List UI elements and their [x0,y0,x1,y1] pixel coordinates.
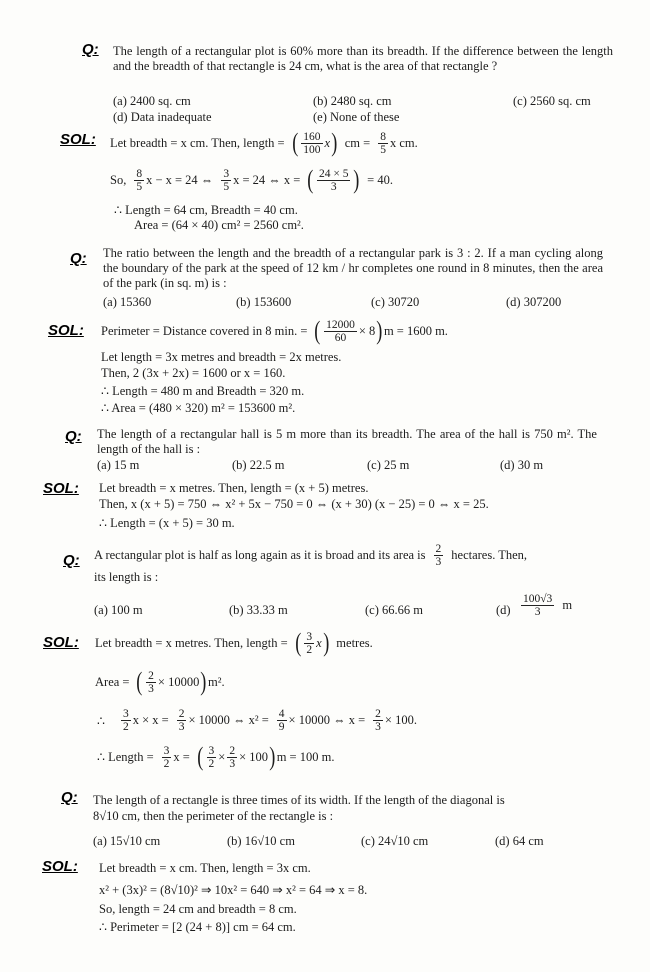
q2-label: Q: [70,250,87,267]
q1-option-d: (d) Data inadequate [113,110,212,124]
q5-option-d: (d) 64 cm [495,834,544,848]
sol1-frac1: $\frac{160}{100}$ [303,130,321,156]
q5-option-a: (a) 15√10 cm [93,834,161,848]
sol5-line2: x² + (3x)² = (8√10)² ⇒ 10x² = 640 ⇒ x² = 64 ⇒ x = 8. [99,883,368,897]
q1-option-e: (e) None of these [313,110,400,124]
q2-option-c: (c) 30720 [371,295,420,309]
q5-option-b: (b) 16√10 cm [227,834,295,848]
q3-option-b: (b) 22.5 m [232,458,285,472]
q5-text-line2: 8√10 cm, then the perimeter of the rectangle is : [93,809,334,823]
q4-option-d: (d) [496,603,511,617]
q5-label: Q: [61,789,78,806]
sol1-line1: Let breadth = x cm. Then, length = ( $\frac{160}{100}$ x ) cm = $\frac{8}{5}$ x cm. [110,128,418,157]
q3-option-d: (d) 30 m [500,458,544,472]
sol2-line5: ∴ Area = (480 × 320) m² = 153600 m². [101,401,296,415]
sol1-label: SOL: [60,131,96,148]
q4-option-b: (b) 33.33 m [229,603,288,617]
q2-option-b: (b) 153600 [236,295,292,309]
sol2-line1: Perimeter = Distance covered in 8 min. = ( $\frac{12000}{60}$ × 8 ) m = 1600 m. [101,316,448,345]
q2-option-a: (a) 15360 [103,295,152,309]
q5-text-line1: The length of a rectangle is three times of its width. If the length of the diagonal is [93,793,505,807]
q3-label: Q: [65,428,82,445]
sol3-line3: ∴ Length = (x + 5) = 30 m. [99,516,235,530]
q1-label: Q: [82,41,99,58]
q4-text-line2: its length is : [94,570,159,584]
sol1-frac2: $\frac{8}{5}$ [380,130,386,156]
sol2-line4: ∴ Length = 480 m and Breadth = 320 m. [101,384,305,398]
sol5-line3: So, length = 24 cm and breadth = 8 cm. [99,902,297,916]
sol4-line3: ∴ $\frac{3}{2}$ x × x = $\frac{2}{3}$ × 10000 ⇔ x² = $\frac{4}{9}$ × 10000 ⇔ x = $\frac{2}{3}$ × 100. [97,708,417,733]
q1-option-a: (a) 2400 sq. cm [113,94,191,108]
q4-option-a: (a) 100 m [94,603,143,617]
q4-option-c: (c) 66.66 m [365,603,423,617]
sol4-line1: Let breadth = x metres. Then, length = ( $\frac{3}{2}$ x ) metres. [95,628,373,657]
sol4-line2: Area = ( $\frac{2}{3}$ × 10000 ) m². [95,667,225,696]
q4-option-d-value: $\frac{100√3}{3}$ m [523,593,573,618]
sol4-line4: ∴ Length = $\frac{3}{2}$ x = ( $\frac{3}{2}$ × $\frac{2}{3}$ × 100 ) m = 100 m. [97,742,335,771]
q4-text-line1: A rectangular plot is half as long again as it is broad and its area is $\frac{2}{3}$ hectares. Then, [94,543,528,568]
sol1-line4: Area = (64 × 40) cm² = 2560 cm². [134,218,304,232]
q4-frac: $\frac{2}{3}$ [435,543,442,568]
sol2-line3: Then, 2 (3x + 2x) = 1600 or x = 160. [101,366,286,380]
sol1-line2: So, $\frac{8}{5}$ x − x = 24 ⇔ $\frac{3}{5}$ x = 24 ⇔ x = ( $\frac{24 \times 5}{3}$ ) = 40. [110,165,393,194]
q2-option-d: (d) 307200 [506,295,562,309]
sol3-line1: Let breadth = x metres. Then, length = (x + 5) metres. [99,481,369,495]
sol2-line2: Let length = 3x metres and breadth = 2x metres. [101,350,342,364]
q1-text: The length of a rectangular plot is 60% more than its breadth. If the difference between the length and the breadth of that rectangle is 24 cm, what is the area of that rectangle ? [113,44,613,73]
q1-option-b: (b) 2480 sq. cm [313,94,392,108]
sol5-label: SOL: [42,858,78,875]
q3-text: The length of a rectangular hall is 5 m more than its breadth. The area of the hall is 750 m². The length of the hall is : [97,427,597,456]
q3-option-c: (c) 25 m [367,458,410,472]
q3-option-a: (a) 15 m [97,458,140,472]
sol3-line2: Then, x (x + 5) = 750 ⇔ x² + 5x − 750 = 0 ⇔ (x + 30) (x − 25) = 0 ⇔ x = 25. [99,497,489,511]
q1-option-c: (c) 2560 sq. cm [513,94,591,108]
sol5-line4: ∴ Perimeter = [2 (24 + 8)] cm = 64 cm. [99,920,296,934]
sol5-line1: Let breadth = x cm. Then, length = 3x cm. [99,861,311,875]
q2-text: The ratio between the length and the breadth of a rectangular park is 3 : 2. If a man cycling along the boundary of the park at the speed of 12 km / hr completes one round in 8 minutes, then the area of the park (in sq. m) is : [103,246,603,290]
sol1-line3: ∴ Length = 64 cm, Breadth = 40 cm. [114,203,298,217]
sol3-label: SOL: [43,480,79,497]
q4-label: Q: [63,552,80,569]
q5-option-c: (c) 24√10 cm [361,834,429,848]
sol2-label: SOL: [48,322,84,339]
sol2-frac1: $\frac{12000}{60}$ [326,318,355,344]
sol4-label: SOL: [43,634,79,651]
